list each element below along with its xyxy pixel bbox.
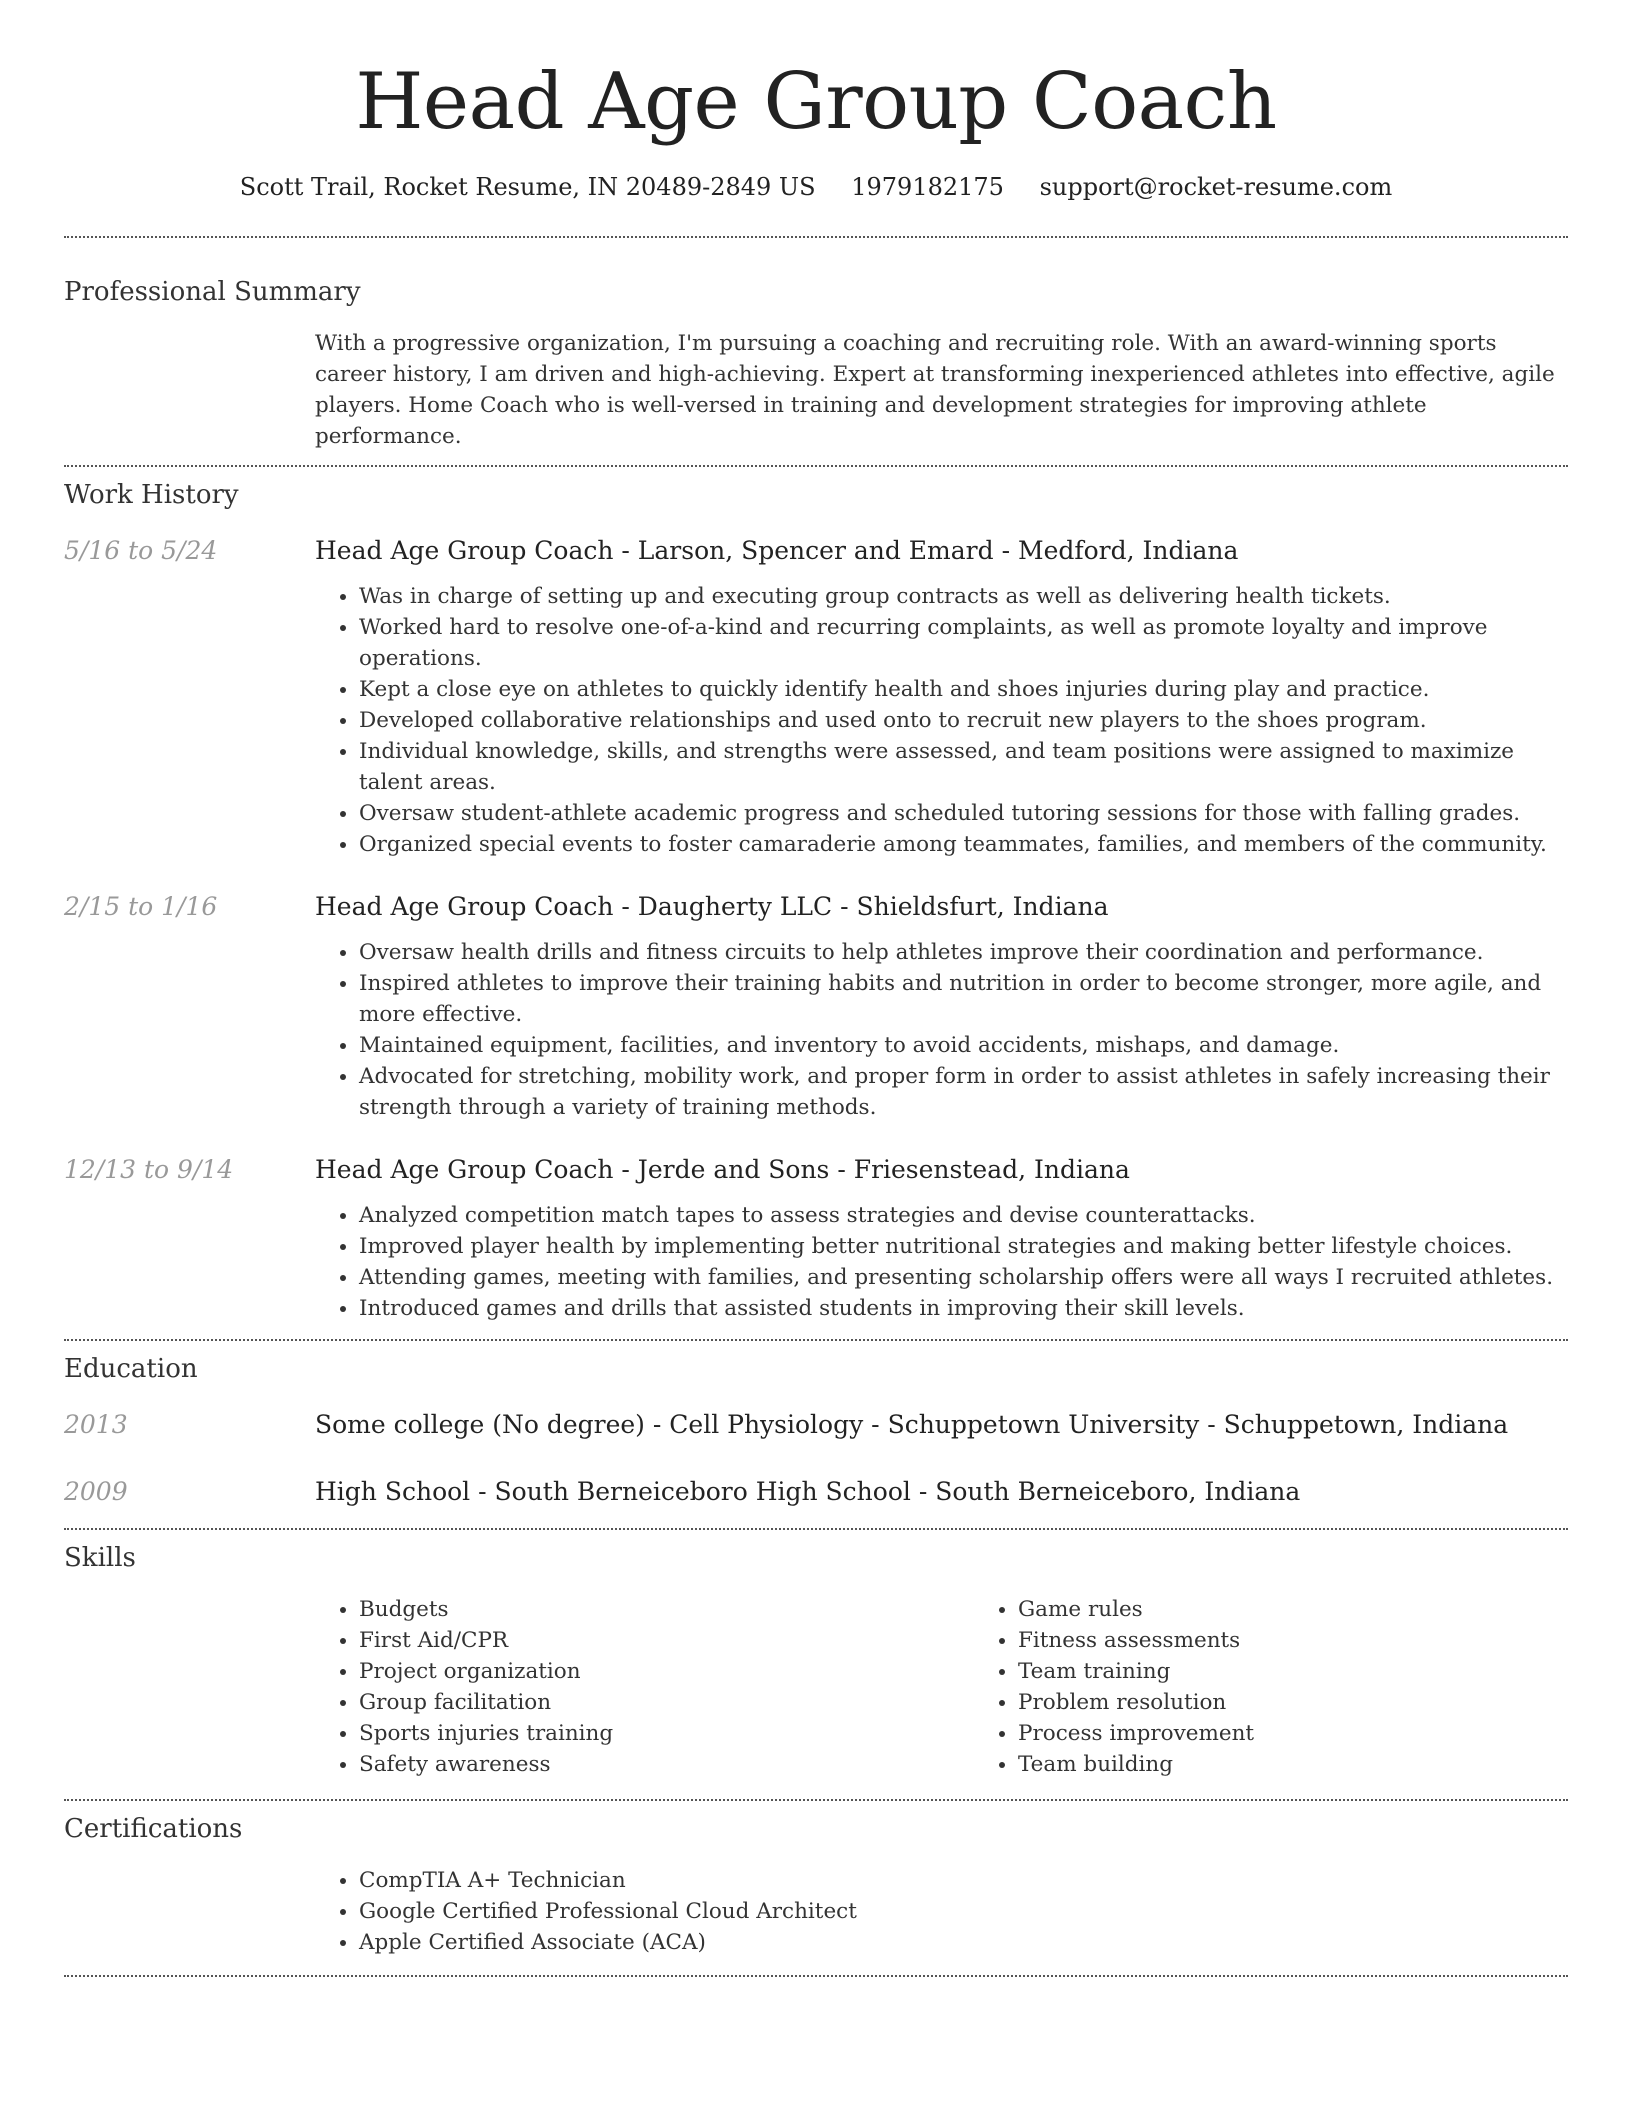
- job-bullet: • Worked hard to resolve one-of-a-kind and recurring complaints, as well as promote loyalty and improve operations.: [359, 612, 1568, 674]
- education-entry: [64, 1408, 1568, 1442]
- job-entry: [64, 1153, 1568, 1324]
- job-entry: [64, 890, 1568, 1123]
- job-bullet: • Oversaw health drills and fitness circuits to help athletes improve their coordination and performance.: [359, 937, 1568, 968]
- resume-name: Head Age Group Coach: [355, 57, 1277, 147]
- job-entry: [64, 534, 1568, 860]
- education-year: 2013: [64, 1410, 128, 1439]
- job-bullet: • Inspired athletes to improve their training habits and nutrition in order to become stronger, more agile, and more effective.: [359, 968, 1568, 1030]
- job-bullet: • Introduced games and drills that assisted students in improving their skill levels.: [359, 1293, 1568, 1324]
- job-bullet: • Maintained equipment, facilities, and inventory to avoid accidents, mishaps, and damage.: [359, 1030, 1568, 1061]
- job-heading: Head Age Group Coach - Jerde and Sons - Friesenstead, Indiana: [315, 1155, 1130, 1184]
- education-text: Some college (No degree) - Cell Physiology - Schuppetown University - Schuppetown, Indiana: [315, 1410, 1509, 1439]
- job-bullet: • Developed collaborative relationships and used onto to recruit new players to the shoes program.: [359, 705, 1568, 736]
- skill-item: • Budgets: [359, 1594, 974, 1625]
- section-divider: [64, 1799, 1568, 1801]
- skills-list-right: [974, 1594, 1632, 1780]
- education-year: 2009: [64, 1477, 128, 1506]
- section-divider: [64, 1339, 1568, 1341]
- certification-item: • CompTIA A+ Technician: [359, 1865, 1568, 1896]
- summary-text: With a progressive organization, I'm pursuing a coaching and recruiting role. With an award-winning sports career history, I am driven and high-achieving. Expert at transforming inexperienced athletes into effective, agile players. Home Coach who is well-versed in training and development strategies for improving athlete performance.: [315, 331, 1555, 449]
- contact-phone: 1979182175: [851, 173, 1004, 201]
- job-bullet: • Advocated for stretching, mobility work, and proper form in order to assist athletes in safely increasing their strength through a variety of training methods.: [359, 1061, 1568, 1123]
- skill-item: • Safety awareness: [359, 1749, 974, 1780]
- job-bullets: [315, 1200, 1568, 1324]
- work-history-heading: Work History: [64, 480, 239, 510]
- skill-item: • Game rules: [1018, 1594, 1632, 1625]
- section-divider: [64, 465, 1568, 467]
- job-bullets: [315, 581, 1568, 860]
- summary-section: [64, 274, 1568, 452]
- certification-item: • Apple Certified Associate (ACA): [359, 1927, 1568, 1958]
- section-divider: [64, 1975, 1568, 1977]
- contact-email: support@rocket-resume.com: [1039, 173, 1393, 201]
- skill-item: • Project organization: [359, 1656, 974, 1687]
- certifications-list: [315, 1865, 1568, 1958]
- job-heading: Head Age Group Coach - Larson, Spencer and Emard - Medford, Indiana: [315, 536, 1239, 565]
- certifications-heading: Certifications: [64, 1814, 243, 1844]
- skills-spacer: [64, 1594, 315, 1780]
- job-dates: 12/13 to 9/14: [64, 1155, 234, 1184]
- contact-address: Scott Trail, Rocket Resume, IN 20489-2849 US: [239, 173, 816, 201]
- skill-item: • Team building: [1018, 1749, 1632, 1780]
- education-text: High School - South Berneiceboro High School - South Berneiceboro, Indiana: [315, 1477, 1301, 1506]
- certification-item: • Google Certified Professional Cloud Architect: [359, 1896, 1568, 1927]
- job-bullet: • Attending games, meeting with families, and presenting scholarship offers were all ways I recruited athletes.: [359, 1262, 1568, 1293]
- job-bullet: • Improved player health by implementing better nutritional strategies and making better lifestyle choices.: [359, 1231, 1568, 1262]
- summary-spacer: [64, 328, 315, 452]
- job-bullet: • Was in charge of setting up and executing group contracts as well as delivering health tickets.: [359, 581, 1568, 612]
- skill-item: • Group facilitation: [359, 1687, 974, 1718]
- education-section: [64, 1351, 1568, 1509]
- education-entry: [64, 1475, 1568, 1509]
- job-bullets: [315, 937, 1568, 1123]
- certifications-section: [64, 1811, 1568, 1958]
- job-dates: 2/15 to 1/16: [64, 892, 218, 921]
- certifications-spacer: [64, 1865, 315, 1958]
- skills-list-left: [315, 1594, 974, 1780]
- skill-item: • Fitness assessments: [1018, 1625, 1632, 1656]
- summary-heading: Professional Summary: [64, 277, 361, 307]
- skills-heading: Skills: [64, 1543, 136, 1573]
- skills-section: [64, 1540, 1568, 1780]
- section-divider: [64, 1528, 1568, 1530]
- job-bullet: • Individual knowledge, skills, and strengths were assessed, and team positions were assigned to maximize talent areas.: [359, 736, 1568, 798]
- job-bullet: • Kept a close eye on athletes to quickly identify health and shoes injuries during play and practice.: [359, 674, 1568, 705]
- job-bullet: • Analyzed competition match tapes to assess strategies and devise counterattacks.: [359, 1200, 1568, 1231]
- skill-item: • Sports injuries training: [359, 1718, 974, 1749]
- section-divider: [64, 236, 1568, 238]
- skill-item: • Problem resolution: [1018, 1687, 1632, 1718]
- job-bullet: • Oversaw student-athlete academic progress and scheduled tutoring sessions for those with falling grades.: [359, 798, 1568, 829]
- job-dates: 5/16 to 5/24: [64, 536, 218, 565]
- education-heading: Education: [64, 1354, 198, 1384]
- skill-item: • First Aid/CPR: [359, 1625, 974, 1656]
- work-history-section: [64, 477, 1568, 1324]
- skill-item: • Process improvement: [1018, 1718, 1632, 1749]
- job-bullet: • Organized special events to foster camaraderie among teammates, families, and members of the community.: [359, 829, 1568, 860]
- skill-item: • Team training: [1018, 1656, 1632, 1687]
- contact-line: [64, 170, 1568, 204]
- job-heading: Head Age Group Coach - Daugherty LLC - Shieldsfurt, Indiana: [315, 892, 1109, 921]
